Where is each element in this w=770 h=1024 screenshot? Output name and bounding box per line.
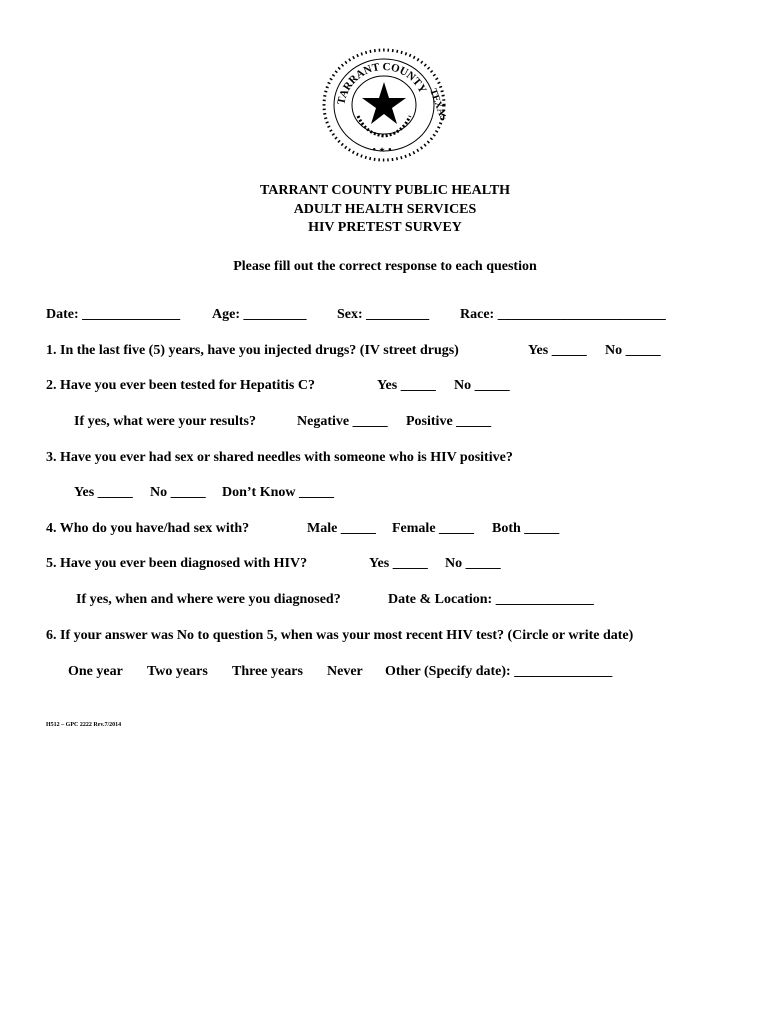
q1-no-field[interactable]: No _____ [605, 343, 661, 358]
department-title: ADULT HEALTH SERVICES [293, 202, 477, 217]
q2-negative-field[interactable]: Negative _____ [297, 414, 388, 429]
q3-yes-field[interactable]: Yes _____ [74, 485, 133, 500]
q2-yes-field[interactable]: Yes _____ [377, 378, 436, 393]
q4-male-field[interactable]: Male _____ [307, 521, 376, 536]
question-2-text: 2. Have you ever been tested for Hepatitis C? [46, 378, 315, 393]
q6-option-one-year[interactable]: One year [68, 664, 123, 679]
sex-field[interactable]: Sex: _________ [337, 307, 430, 322]
date-field[interactable]: Date: ______________ [46, 307, 181, 322]
seal-top-text: TARRANT COUNTY [335, 60, 429, 106]
instruction-text: Please fill out the correct response to each question [233, 259, 537, 274]
q6-option-two-years[interactable]: Two years [147, 664, 208, 679]
county-seal [322, 48, 446, 162]
q6-option-never[interactable]: Never [327, 664, 363, 679]
seal-right-text: TEXAS [427, 87, 446, 123]
q6-other-date-field[interactable]: Other (Specify date): ______________ [385, 664, 613, 679]
q2-no-field[interactable]: No _____ [454, 378, 510, 393]
race-field[interactable]: Race: ________________________ [460, 307, 666, 322]
question-4-text: 4. Who do you have/had sex with? [46, 521, 250, 536]
q5-followup-text: If yes, when and where were you diagnosed? [76, 592, 341, 607]
question-1-text: 1. In the last five (5) years, have you injected drugs? (IV street drugs) [46, 343, 459, 358]
q2-positive-field[interactable]: Positive _____ [406, 414, 492, 429]
q3-no-field[interactable]: No _____ [150, 485, 206, 500]
q2-followup-text: If yes, what were your results? [74, 414, 256, 429]
q5-yes-field[interactable]: Yes _____ [369, 556, 428, 571]
q4-female-field[interactable]: Female _____ [392, 521, 475, 536]
q6-option-three-years[interactable]: Three years [232, 664, 303, 679]
q5-date-location-field[interactable]: Date & Location: ______________ [388, 592, 594, 607]
age-field[interactable]: Age: _________ [212, 307, 307, 322]
question-6-text: 6. If your answer was No to question 5, when was your most recent HIV test? (Circle or write date) [46, 628, 634, 643]
svg-text:• ★ •: • ★ • [372, 146, 393, 154]
q3-dont-know-field[interactable]: Don’t Know _____ [222, 485, 335, 500]
q4-both-field[interactable]: Both _____ [492, 521, 560, 536]
form-code: H512 – GPC 2222 Rev.7/2014 [46, 722, 122, 728]
question-3-text: 3. Have you ever had sex or shared needles with someone who is HIV positive? [46, 450, 513, 465]
survey-title: HIV PRETEST SURVEY [308, 220, 462, 235]
agency-title: TARRANT COUNTY PUBLIC HEALTH [259, 183, 511, 198]
question-5-text: 5. Have you ever been diagnosed with HIV? [46, 556, 308, 571]
q5-no-field[interactable]: No _____ [445, 556, 501, 571]
q1-yes-field[interactable]: Yes _____ [528, 343, 587, 358]
